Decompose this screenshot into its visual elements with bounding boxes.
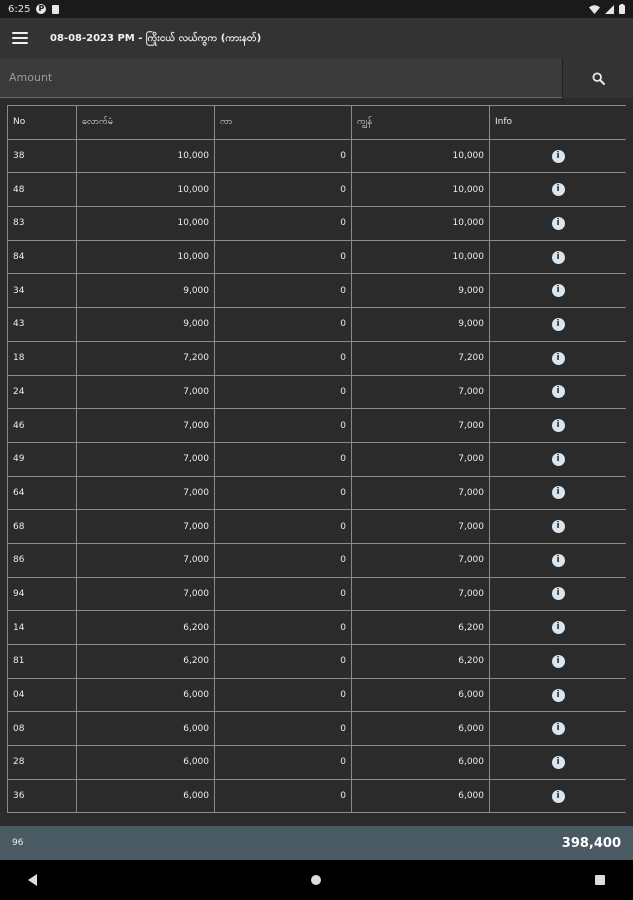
cell-info — [490, 409, 627, 443]
cell-amount: 7,000 — [77, 409, 215, 443]
cell-no: 04 — [8, 678, 77, 712]
cell-no: 64 — [8, 476, 77, 510]
hamburger-menu-icon[interactable] — [12, 32, 28, 44]
cell-ka: 0 — [215, 442, 352, 476]
cell-remaining: 7,000 — [352, 375, 490, 409]
table-row[interactable] — [8, 341, 627, 375]
cell-no: 83 — [8, 207, 77, 241]
cell-amount: 7,000 — [77, 577, 215, 611]
table-row[interactable] — [8, 173, 627, 207]
cell-amount: 6,000 — [77, 746, 215, 780]
cell-info — [490, 746, 627, 780]
cell-ka: 0 — [215, 341, 352, 375]
cell-no: 28 — [8, 746, 77, 780]
table-row[interactable] — [8, 611, 627, 645]
info-icon[interactable]: i — [552, 621, 565, 634]
cell-no: 86 — [8, 543, 77, 577]
table-header-row — [8, 106, 627, 140]
info-icon[interactable]: i — [552, 217, 565, 230]
cell-ka: 0 — [215, 645, 352, 679]
cell-amount: 7,000 — [77, 442, 215, 476]
back-icon[interactable] — [28, 874, 37, 886]
status-time: 6:25 — [8, 3, 31, 15]
cell-no: 43 — [8, 308, 77, 342]
table-row[interactable] — [8, 543, 627, 577]
cell-ka: 0 — [215, 375, 352, 409]
table-row[interactable] — [8, 409, 627, 443]
cell-remaining: 9,000 — [352, 274, 490, 308]
cell-no: 94 — [8, 577, 77, 611]
cell-info — [490, 476, 627, 510]
table-row[interactable] — [8, 510, 627, 544]
cell-ka: 0 — [215, 779, 352, 813]
cell-no: 36 — [8, 779, 77, 813]
cell-amount: 10,000 — [77, 139, 215, 173]
cell-amount: 10,000 — [77, 173, 215, 207]
info-icon[interactable]: i — [552, 419, 565, 432]
cell-no: 46 — [8, 409, 77, 443]
system-nav-bar — [0, 860, 633, 900]
info-icon[interactable]: i — [552, 790, 565, 803]
cell-amount: 10,000 — [77, 240, 215, 274]
cell-no: 68 — [8, 510, 77, 544]
cell-ka: 0 — [215, 207, 352, 241]
cell-ka: 0 — [215, 543, 352, 577]
amount-input[interactable] — [0, 58, 562, 98]
table-row[interactable] — [8, 139, 627, 173]
cell-no: 08 — [8, 712, 77, 746]
home-icon[interactable] — [311, 875, 321, 885]
info-icon[interactable]: i — [552, 486, 565, 499]
info-icon[interactable]: i — [552, 554, 565, 567]
cell-amount: 7,000 — [77, 543, 215, 577]
cell-remaining: 10,000 — [352, 139, 490, 173]
wifi-icon — [589, 5, 600, 14]
header-remaining: ကျွန် — [352, 106, 490, 140]
cell-no: 24 — [8, 375, 77, 409]
cell-info — [490, 645, 627, 679]
cell-no: 34 — [8, 274, 77, 308]
cell-remaining: 7,000 — [352, 409, 490, 443]
table-row[interactable] — [8, 308, 627, 342]
page-title: 08-08-2023 PM - ကြိုးငယ် လယ်ကွက (ကားနတ်) — [50, 32, 262, 44]
search-icon — [592, 72, 605, 85]
cell-no: 18 — [8, 341, 77, 375]
cell-remaining: 7,000 — [352, 476, 490, 510]
search-bar — [0, 58, 633, 98]
cell-remaining: 6,200 — [352, 611, 490, 645]
cell-info — [490, 712, 627, 746]
cell-info — [490, 577, 627, 611]
info-icon[interactable]: i — [552, 352, 565, 365]
cell-remaining: 6,000 — [352, 678, 490, 712]
cell-remaining: 6,000 — [352, 779, 490, 813]
table-row[interactable] — [8, 746, 627, 780]
row-count: 96 — [12, 838, 24, 848]
cell-info — [490, 611, 627, 645]
cell-no: 38 — [8, 139, 77, 173]
cell-remaining: 7,000 — [352, 510, 490, 544]
cell-info — [490, 678, 627, 712]
app-notification-icon: P — [36, 4, 46, 14]
search-button[interactable] — [562, 58, 633, 98]
cell-ka: 0 — [215, 409, 352, 443]
info-icon[interactable]: i — [552, 183, 565, 196]
cell-info — [490, 308, 627, 342]
cell-ka: 0 — [215, 746, 352, 780]
cell-info — [490, 240, 627, 274]
cell-amount: 9,000 — [77, 274, 215, 308]
cell-amount: 7,200 — [77, 341, 215, 375]
info-icon[interactable]: i — [552, 251, 565, 264]
cell-remaining: 6,000 — [352, 746, 490, 780]
header-ka: ကာ — [215, 106, 352, 140]
grand-total: 398,400 — [561, 835, 621, 851]
cell-ka: 0 — [215, 308, 352, 342]
info-icon[interactable]: i — [552, 150, 565, 163]
cell-amount: 10,000 — [77, 207, 215, 241]
header-info: Info — [490, 106, 627, 140]
cell-ka: 0 — [215, 712, 352, 746]
info-icon[interactable]: i — [552, 756, 565, 769]
info-icon[interactable]: i — [552, 520, 565, 533]
cell-info — [490, 375, 627, 409]
battery-icon — [619, 4, 625, 14]
table-row[interactable] — [8, 240, 627, 274]
signal-icon — [605, 5, 614, 14]
cell-info — [490, 341, 627, 375]
info-icon[interactable]: i — [552, 655, 565, 668]
cell-remaining: 10,000 — [352, 207, 490, 241]
header-no: No — [8, 106, 77, 140]
cell-info — [490, 510, 627, 544]
cell-remaining: 7,000 — [352, 442, 490, 476]
cell-info — [490, 779, 627, 813]
cell-ka: 0 — [215, 139, 352, 173]
summary-footer — [0, 826, 633, 860]
cell-info — [490, 139, 627, 173]
cell-ka: 0 — [215, 611, 352, 645]
cell-amount: 7,000 — [77, 375, 215, 409]
cell-ka: 0 — [215, 240, 352, 274]
cell-no: 81 — [8, 645, 77, 679]
data-table — [7, 105, 626, 818]
cell-info — [490, 173, 627, 207]
info-icon[interactable]: i — [552, 453, 565, 466]
cell-amount: 6,000 — [77, 678, 215, 712]
header-amount: လောက်မံ — [77, 106, 215, 140]
table-row[interactable] — [8, 678, 627, 712]
sd-card-icon — [52, 5, 59, 14]
table-row[interactable] — [8, 476, 627, 510]
cell-no: 84 — [8, 240, 77, 274]
info-icon[interactable]: i — [552, 284, 565, 297]
info-icon[interactable]: i — [552, 689, 565, 702]
cell-remaining: 6,200 — [352, 645, 490, 679]
cell-remaining: 7,000 — [352, 543, 490, 577]
cell-info — [490, 442, 627, 476]
table-row[interactable] — [8, 645, 627, 679]
app-bar — [0, 18, 633, 58]
cell-remaining: 9,000 — [352, 308, 490, 342]
table-row[interactable] — [8, 779, 627, 813]
cell-remaining: 7,000 — [352, 577, 490, 611]
info-icon[interactable]: i — [552, 722, 565, 735]
cell-remaining: 10,000 — [352, 173, 490, 207]
cell-amount: 6,000 — [77, 779, 215, 813]
info-icon[interactable]: i — [552, 318, 565, 331]
cell-amount: 6,000 — [77, 712, 215, 746]
cell-no: 48 — [8, 173, 77, 207]
cell-ka: 0 — [215, 173, 352, 207]
cell-no: 14 — [8, 611, 77, 645]
cell-amount: 9,000 — [77, 308, 215, 342]
table-row[interactable] — [8, 712, 627, 746]
cell-ka: 0 — [215, 577, 352, 611]
cell-ka: 0 — [215, 274, 352, 308]
cell-amount: 7,000 — [77, 476, 215, 510]
cell-ka: 0 — [215, 678, 352, 712]
table-row[interactable] — [8, 577, 627, 611]
cell-amount: 6,200 — [77, 645, 215, 679]
cell-ka: 0 — [215, 510, 352, 544]
info-icon[interactable]: i — [552, 385, 565, 398]
cell-remaining: 7,200 — [352, 341, 490, 375]
cell-ka: 0 — [215, 476, 352, 510]
table-row[interactable] — [8, 442, 627, 476]
table-row[interactable] — [8, 207, 627, 241]
table-row[interactable] — [8, 274, 627, 308]
status-bar — [0, 0, 633, 18]
cell-remaining: 10,000 — [352, 240, 490, 274]
info-icon[interactable]: i — [552, 587, 565, 600]
cell-info — [490, 274, 627, 308]
cell-no: 49 — [8, 442, 77, 476]
table-row[interactable] — [8, 375, 627, 409]
cell-info — [490, 207, 627, 241]
recents-icon[interactable] — [595, 875, 605, 885]
cell-amount: 6,200 — [77, 611, 215, 645]
cell-info — [490, 543, 627, 577]
cell-remaining: 6,000 — [352, 712, 490, 746]
cell-amount: 7,000 — [77, 510, 215, 544]
